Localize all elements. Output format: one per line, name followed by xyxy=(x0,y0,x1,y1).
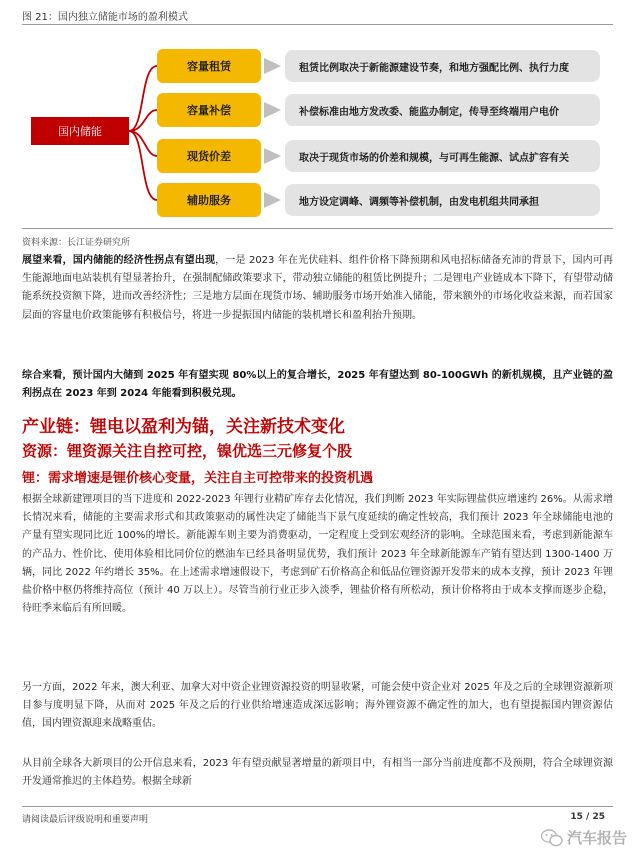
watermark xyxy=(541,827,627,848)
description-spot-spread: 取决于现货市场的价差和规模，与可再生能源、试点扩容有关 xyxy=(285,140,600,172)
arrow-3 xyxy=(264,148,281,164)
section-heading-lithium: 锂：需求增速是锂价核心变量，关注自主可控带来的投资机遇 xyxy=(22,471,374,486)
description-capacity-compensation: 补偿标准由地方发改委、能监办制定，传导至终端用户电价 xyxy=(285,94,600,126)
category-capacity-compensation: 容量补偿 xyxy=(157,93,261,127)
category-capacity-leasing: 容量租赁 xyxy=(157,49,261,83)
paragraph-summary xyxy=(22,367,613,403)
arrow-1 xyxy=(264,58,281,74)
paragraph-outlook-body: ，一是 2023 年在光伏硅料、组件价格下降预期和风电招标储备充沛的背景下，国内可再生能源地面电站装机有望显著抬升，在强制配储政策要求下，带动独立储能的租赁比例提升；二是锂电产业链成本下降下，有望带动储能系统投资额下降，进而改善经济性；三是地方层面在现货市场、辅助服务市场开始准入储能，带来额外的市场化收益来源，而若国家层面的容量电价政策能够有积极信号，将进一步提振国内储能的装机增长和盈利抬升预期。 xyxy=(22,255,614,321)
paragraph-lithium-supply-demand: 根据全球新建锂项目的当下进度和 2022-2023 年锂行业精矿库存去化情况，我们判断 2023 年实际锂盐供应增速约 26%。从需求增长情况来看，储能的主要需求形式和其政策驱动的属性决定了储能当下景气度延续的确定性较高，我们预计 2023 年全球储能电池的产量有望实现同比近 100%的增长。新能源车则主要为消费驱动，一定程度上受到宏观经济的影响。全球范围来看，考虑到新能源车的产品力、性价比、使用体验相比同价位的燃油车已经具备明显优势，我们预计 2023 年全球新能源车产销有望达到 1300-1400 万辆，同比 2022 年约增长 35%。在上述需求增速假设下，考虑到矿石价格高企和低品位锂资源开发带来的成本支撑，预计 2023 年锂盐价格中枢仍将维持高位（预计 40 万以上）。尽管当前行业正步入淡季，锂盐价格有所松动，预计价格将由于成本支撑而逐步企稳，待旺季来临后有所回暖。 xyxy=(22,494,613,615)
page-number: 15 / 25 xyxy=(570,812,605,822)
wechat-icon xyxy=(541,829,563,847)
description-capacity-leasing: 租赁比例取决于新能源建设节奏，和地方强配比例、执行力度 xyxy=(285,50,600,82)
paragraph-outlook-lead: 展望来看，国内储能的经济性拐点有望出现 xyxy=(22,255,216,266)
category-spot-spread: 现货价差 xyxy=(157,139,261,173)
paragraph-overseas-resources: 另一方面，2022 年来，澳大利亚、加拿大对中资企业锂资源投资的明显收紧，可能会使中资企业对 2025 年及之后的全球锂资源新项目参与度明显下降，从而对 2025 年及之后的行业供给增速造成深远影响；海外锂资源不确定性的加大，也有望提振国内锂资源估值，国内锂资源迎来战略重估。 xyxy=(22,682,613,730)
arrow-2 xyxy=(264,102,281,118)
footer-disclaimer: 请阅读最后评级说明和重要声明 xyxy=(22,815,149,825)
root-node: 国内储能 xyxy=(31,117,129,145)
watermark-text: 汽车报告 xyxy=(566,829,627,847)
arrow-4 xyxy=(264,192,281,208)
figure-bottom-rule xyxy=(22,228,613,229)
paragraph-summary-text: 综合来看，预计国内大储到 2025 年有望实现 80%以上的复合增长，2025 年有望达到 80-100GWh 的新机规模，且产业链的盈利拐点在 2023 年到 2024 年能看到积极兑现。 xyxy=(22,370,613,400)
section-heading-industry-chain: 产业链：锂电以盈利为锚，关注新技术变化 xyxy=(22,417,345,437)
connector-3 xyxy=(129,131,157,156)
figure-source: 资料来源：长江证券研究所 xyxy=(22,238,131,248)
paragraph-outlook xyxy=(22,252,613,325)
category-ancillary-services: 辅助服务 xyxy=(157,183,261,217)
footer-rule xyxy=(22,806,613,807)
figure-title: 图 21：国内独立储能市场的盈利模式 xyxy=(22,12,188,23)
section-heading-resources: 资源：锂资源关注自控可控，镍优选三元修复个股 xyxy=(22,442,353,460)
paragraph-new-projects: 从目前全球各大新项目的公开信息来看，2023 年有望贡献显著增量的新项目中，有相当一部分当前进度都不及预期，符合全球锂资源开发通常推迟的主体趋势。根据全球新 xyxy=(22,758,613,788)
description-ancillary-services: 地方设定调峰、调频等补偿机制，由发电机组共同承担 xyxy=(285,184,600,216)
